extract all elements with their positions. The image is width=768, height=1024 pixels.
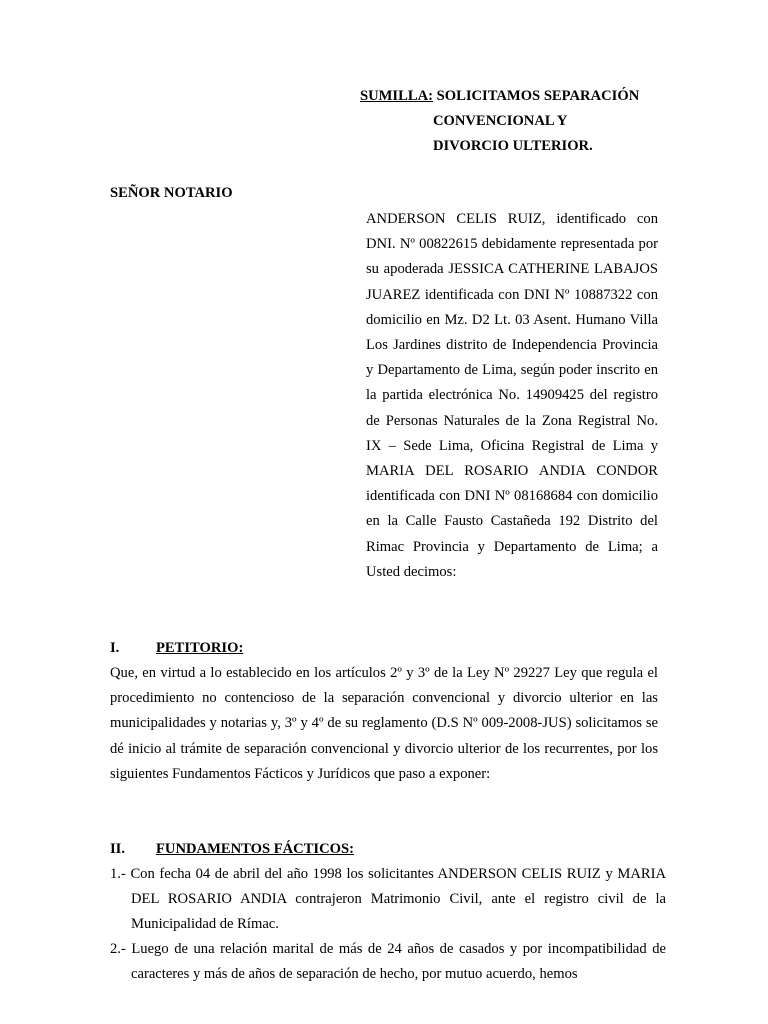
section-1-title: PETITORIO: [156, 640, 244, 656]
sumilla-line-3: DIVORCIO ULTERIOR. [433, 138, 593, 154]
addressee: SEÑOR NOTARIO [110, 185, 233, 201]
list-item-text [110, 862, 666, 938]
section-2-number: II. [110, 841, 126, 857]
list-item-body: Con fecha 04 de abril del año 1998 los solicitantes ANDERSON CELIS RUIZ y MARIA DEL ROSARIO ANDIA contrajeron Matrimonio Civil, ante el registro civil de la Municipalidad de Rímac. [130, 866, 666, 933]
section-1-heading [110, 640, 243, 657]
section-1-body: Que, en virtud a lo establecido en los artículos 2º y 3º de la Ley Nº 29227 Ley que regula el procedimiento no contencioso de la separación convencional y divorcio ulterior en las municipalidades y notarias y, 3º y 4º de su reglamento (D.S Nº 009-2008-JUS) solicitamos se dé inicio al trámite de separación convencional y divorcio ulterior de los recurrentes, por los siguientes Fundamentos Fácticos y Jurídicos que paso a exponer: [110, 665, 658, 782]
list-item-text [110, 937, 666, 987]
sumilla-line-1 [360, 84, 700, 109]
sumilla-text-1: SOLICITAMOS SEPARACIÓN [436, 88, 640, 104]
list-item-marker: 1.- [110, 866, 126, 882]
section-2-heading [110, 841, 354, 858]
list-item [110, 862, 666, 938]
sumilla-block [360, 84, 700, 159]
section-2-title: FUNDAMENTOS FÁCTICOS: [156, 841, 354, 857]
intro-paragraph: ANDERSON CELIS RUIZ, identificado con DNI. Nº 00822615 debidamente representada por su apoderada JESSICA CATHERINE LABAJOS JUAREZ identificada con DNI Nº 10887322 con domicilio en Mz. D2 Lt. 03 Asent. Humano Villa Los Jardines distrito de Independencia Provincia y Departamento de Lima, según poder inscrito en la partida electrónica No. 14909425 del registro de Personas Naturales de la Zona Registral No. IX – Sede Lima, Oficina Registral de Lima y MARIA DEL ROSARIO ANDIA CONDOR identificada con DNI Nº 08168684 con domicilio en la Calle Fausto Castañeda 192 Distrito del Rimac Provincia y Departamento de Lima; a Usted decimos: [366, 211, 658, 580]
sumilla-label: SUMILLA: [360, 88, 433, 104]
list-item [110, 937, 666, 987]
list-item-marker: 2.- [110, 941, 126, 957]
section-1-number: I. [110, 640, 120, 656]
sumilla-line-2: CONVENCIONAL Y [433, 113, 568, 129]
list-item-body: Luego de una relación marital de más de 24 años de casados y por incompatibilidad de caracteres y más de años de separación de hecho, por mutuo acuerdo, hemos [131, 941, 666, 983]
